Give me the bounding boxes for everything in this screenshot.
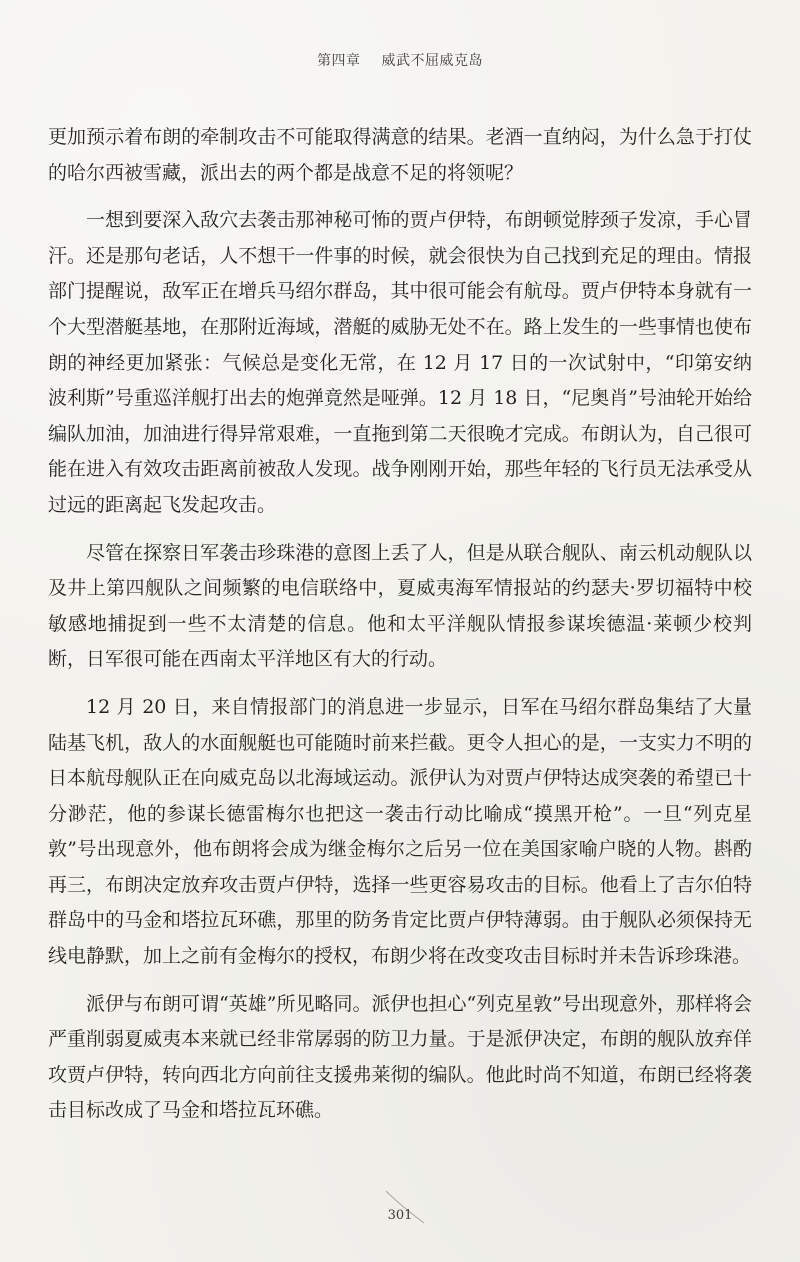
paragraph: 派伊与布朗可谓“英雄”所见略同。派伊也担心“列克星敦”号出现意外，那样将会严重削弱夏威夷本来就已经非常孱弱的防卫力量。于是派伊决定，布朗的舰队放弃佯攻贾卢伊特，转向西北方向前往支援弗莱彻的编队。他此时尚不知道，布朗已经将袭击目标改成了马金和塔拉瓦环礁。 [48,992,752,1122]
paragraph: 一想到要深入敌穴去袭击那神秘可怖的贾卢伊特，布朗顿觉脖颈子发凉，手心冒汗。还是那句老话，人不想干一件事的时候，就会很快为自己找到充足的理由。情报部门提醒说，敌军正在增兵马绍尔群岛，其中很可能会有航母。贾卢伊特本身就有一个大型潜艇基地，在那附近海域，潜艇的威胁无处不在。路上发生的一些事情也使布朗的神经更加紧张：气候总是变化无常，在 12 月 17 日的一次试射中，“印第安纳波利斯”号重巡洋舰打出去的炮弹竟然是哑弹。12 月 18 日，“尼奥肖”号油轮开始给编队加油，加油进行得异常艰难，一直拖到第二天很晚才完成。布朗认为，自己很可能在进入有效攻击距离前被敌人发现。战争刚刚开始，那些年轻的飞行员无法承受从过远的距离起飞发起攻击。 [48,209,752,516]
paragraph: 更加预示着布朗的牵制攻击不可能取得满意的结果。老酒一直纳闷，为什么急于打仗的哈尔西被雪藏，派出去的两个都是战意不足的将领呢？ [48,126,752,184]
paragraph: 尽管在探察日军袭击珍珠港的意图上丢了人，但是从联合舰队、南云机动舰队以及井上第四舰队之间频繁的电信联络中，夏威夷海军情报站的约瑟夫·罗切福特中校敏感地捕捉到一些不太清楚的信息。他和太平洋舰队情报参谋埃德温·莱顿少校判断，日军很可能在西南太平洋地区有大的行动。 [48,541,752,671]
chapter-title: 威武不屈威克岛 [381,53,483,69]
chapter-number: 第四章 [317,53,361,69]
running-header [0,50,800,70]
body-text [48,120,752,1141]
page-number: 301 [387,1208,413,1223]
paragraph: 12 月 20 日，来自情报部门的消息进一步显示，日军在马绍尔群岛集结了大量陆基飞机，敌人的水面舰艇也可能随时前来拦截。更令人担心的是，一支实力不明的日本航母舰队正在向威克岛以北海域运动。派伊认为对贾卢伊特达成突袭的希望已十分渺茫，他的参谋长德雷梅尔也把这一袭击行动比喻成“摸黑开枪”。一旦“列克星敦”号出现意外，他布朗将会成为继金梅尔之后另一位在美国家喻户晓的人物。斟酌再三，布朗决定放弃攻击贾卢伊特，选择一些更容易攻击的目标。他看上了吉尔伯特群岛中的马金和塔拉瓦环礁，那里的防务肯定比贾卢伊特薄弱。由于舰队必须保持无线电静默，加上之前有金梅尔的授权，布朗少将在改变攻击目标时并未告诉珍珠港。 [48,695,752,968]
